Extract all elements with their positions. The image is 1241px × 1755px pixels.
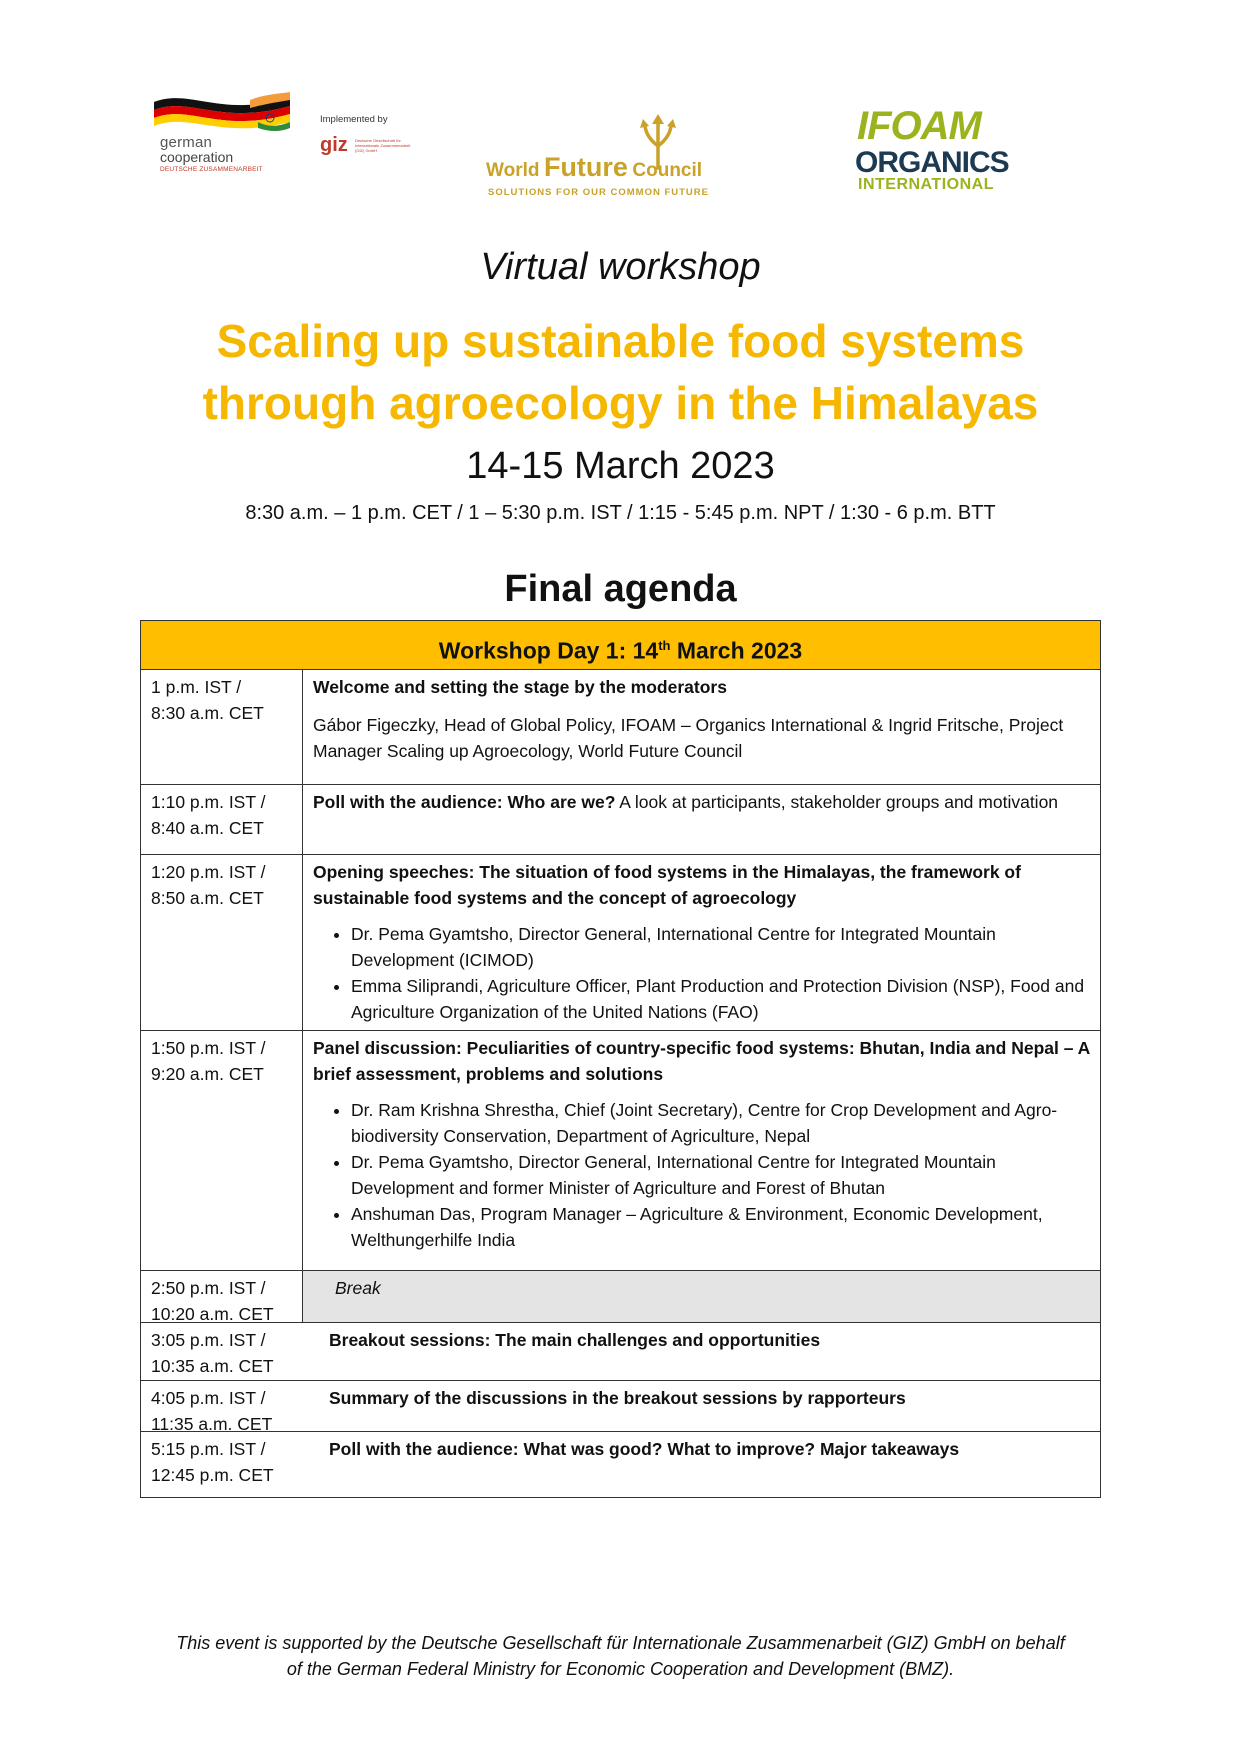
time-ist: 2:50 p.m. IST / [151,1278,266,1298]
list-item: • Emma Siliprandi, Agriculture Officer, Plant Production and Protection Division (NSP), Food and Agriculture Organization of the United Nations (FAO) [351,973,1090,1025]
german-cooperation-line2: cooperation [160,149,234,165]
agenda-row-breakout [140,1323,1101,1381]
list-item: • Dr. Pema Gyamtsho, Director General, International Centre for Integrated Mountain Development and former Minister of Agriculture and Forest of Bhutan [351,1149,1090,1201]
time-cet: 11:35 a.m. CET [151,1414,273,1434]
session-heading: Welcome and setting the stage by the moderators [313,677,727,697]
session-heading: Breakout sessions: The main challenges and opportunities [329,1330,821,1350]
time-ist: 3:05 p.m. IST / [151,1330,266,1350]
session-text: A look at participants, stakeholder groups and motivation [615,792,1059,812]
row-time [141,670,303,784]
agenda-row-opening-speeches [140,855,1101,1031]
wfc-word-future: Future [543,152,628,182]
world-future-council-logo [486,112,754,202]
session-heading: Opening speeches: The situation of food systems in the Himalayas, the framework of sustainable food systems and the concept of agroecology [313,862,1021,908]
giz-fineprint: Deutsche Gesellschaft für Internationale Zusammenarbeit (GIZ) GmbH [355,138,411,153]
row-content [303,1031,1100,1270]
list-item: • Anshuman Das, Program Manager – Agriculture & Environment, Economic Development, Welthungerhilfe India [351,1201,1090,1253]
agenda-row-welcome [140,670,1101,785]
implemented-by-label: Implemented by [320,114,388,125]
list-item: • Dr. Pema Gyamtsho, Director General, International Centre for Integrated Mountain Development (ICIMOD) [351,921,1090,973]
wfc-wordmark [486,152,702,183]
workshop-title-line1: Scaling up sustainable food systems [216,315,1025,367]
time-cet: 12:45 p.m. CET [151,1465,274,1485]
session-heading: Panel discussion: Peculiarities of country-specific food systems: Bhutan, India and Nepal – A brief assessment, problems and solutions [313,1038,1090,1084]
german-cooperation-line3: DEUTSCHE ZUSAMMENARBEIT [160,166,263,173]
time-ist: 5:15 p.m. IST / [151,1439,266,1459]
row-time [141,855,303,1030]
ifoam-line1: IFOAM [857,104,981,148]
session-text: Gábor Figeczky, Head of Global Policy, IFOAM – Organics International & Ingrid Fritsche, Project Manager Scaling up Agroecology, World Future Council [313,715,1064,761]
workshop-dates: 14-15 March 2023 [466,445,775,487]
list-item: • Dr. Ram Krishna Shrestha, Chief (Joint Secretary), Centre for Crop Development and Agro-biodiversity Conservation, Department of Agriculture, Nepal [351,1097,1090,1149]
session-heading: Poll with the audience: What was good? What to improve? Major takeaways [329,1439,960,1459]
agenda-day-header [140,620,1101,670]
agenda-row-summary [140,1381,1101,1432]
time-cet: 8:30 a.m. CET [151,703,264,723]
break-label: Break [335,1278,381,1298]
day-suffix: March 2023 [670,637,803,664]
row-time [141,1432,303,1497]
giz-wordmark: giz [320,134,348,156]
day-label: Workshop Day 1: 14 [438,637,659,664]
workshop-kicker: Virtual workshop [480,246,761,288]
time-ist: 4:05 p.m. IST / [151,1388,266,1408]
row-time [141,1031,303,1270]
time-cet: 9:20 a.m. CET [151,1064,264,1084]
german-cooperation-logo [150,88,295,183]
agenda-heading: Final agenda [504,568,737,610]
agenda-row-panel-discussion [140,1031,1101,1271]
time-ist: 1:10 p.m. IST / [151,792,266,812]
time-cet: 8:40 a.m. CET [151,818,264,838]
footer-line2: of the German Federal Ministry for Economic Cooperation and Development (BMZ). [286,1659,955,1679]
ifoam-logo [855,104,1015,194]
time-ist: 1:50 p.m. IST / [151,1038,266,1058]
agenda-row-poll [140,785,1101,855]
workshop-times: 8:30 a.m. – 1 p.m. CET / 1 – 5:30 p.m. IST / 1:15 - 5:45 p.m. NPT / 1:30 - 6 p.m. BTT [245,502,996,524]
time-cet: 10:35 a.m. CET [151,1356,274,1376]
row-time [141,1271,303,1322]
time-ist: 1:20 p.m. IST / [151,862,266,882]
row-time [141,1323,303,1380]
time-cet: 10:20 a.m. CET [151,1304,274,1324]
day-ordinal: th [658,638,671,653]
session-text-block [313,789,1090,815]
speaker-list [313,921,1090,1025]
session-heading: Summary of the discussions in the breakout sessions by rapporteurs [329,1388,906,1408]
session-heading: Poll with the audience: Who are we? [313,792,616,812]
ifoam-line2: ORGANICS [855,146,1009,179]
agenda-table [140,620,1101,1498]
german-flag-swoosh-icon [150,88,295,138]
german-cooperation-line1: german [160,134,213,151]
row-content [303,785,1100,854]
wfc-tagline: SOLUTIONS FOR OUR COMMON FUTURE [488,187,709,198]
support-footer [0,1630,1241,1682]
giz-logo [320,114,420,164]
row-time [141,1381,303,1434]
workshop-title-line2: through agroecology in the Himalayas [202,377,1039,429]
time-cet: 8:50 a.m. CET [151,888,264,908]
time-ist: 1 p.m. IST / [151,677,242,697]
agenda-row-closing-poll [140,1432,1101,1498]
panelist-list [313,1097,1090,1253]
row-content [303,670,1100,784]
wfc-word-world: World [486,160,540,181]
agenda-row-break [140,1271,1101,1323]
ifoam-line3: INTERNATIONAL [858,176,994,193]
row-time [141,785,303,854]
row-content [303,855,1100,1030]
workshop-title [0,310,1241,434]
footer-line1: This event is supported by the Deutsche Gesellschaft für Internationale Zusammenarbeit (GIZ) GmbH on behalf [176,1633,1065,1653]
wfc-word-council: Council [632,160,703,181]
